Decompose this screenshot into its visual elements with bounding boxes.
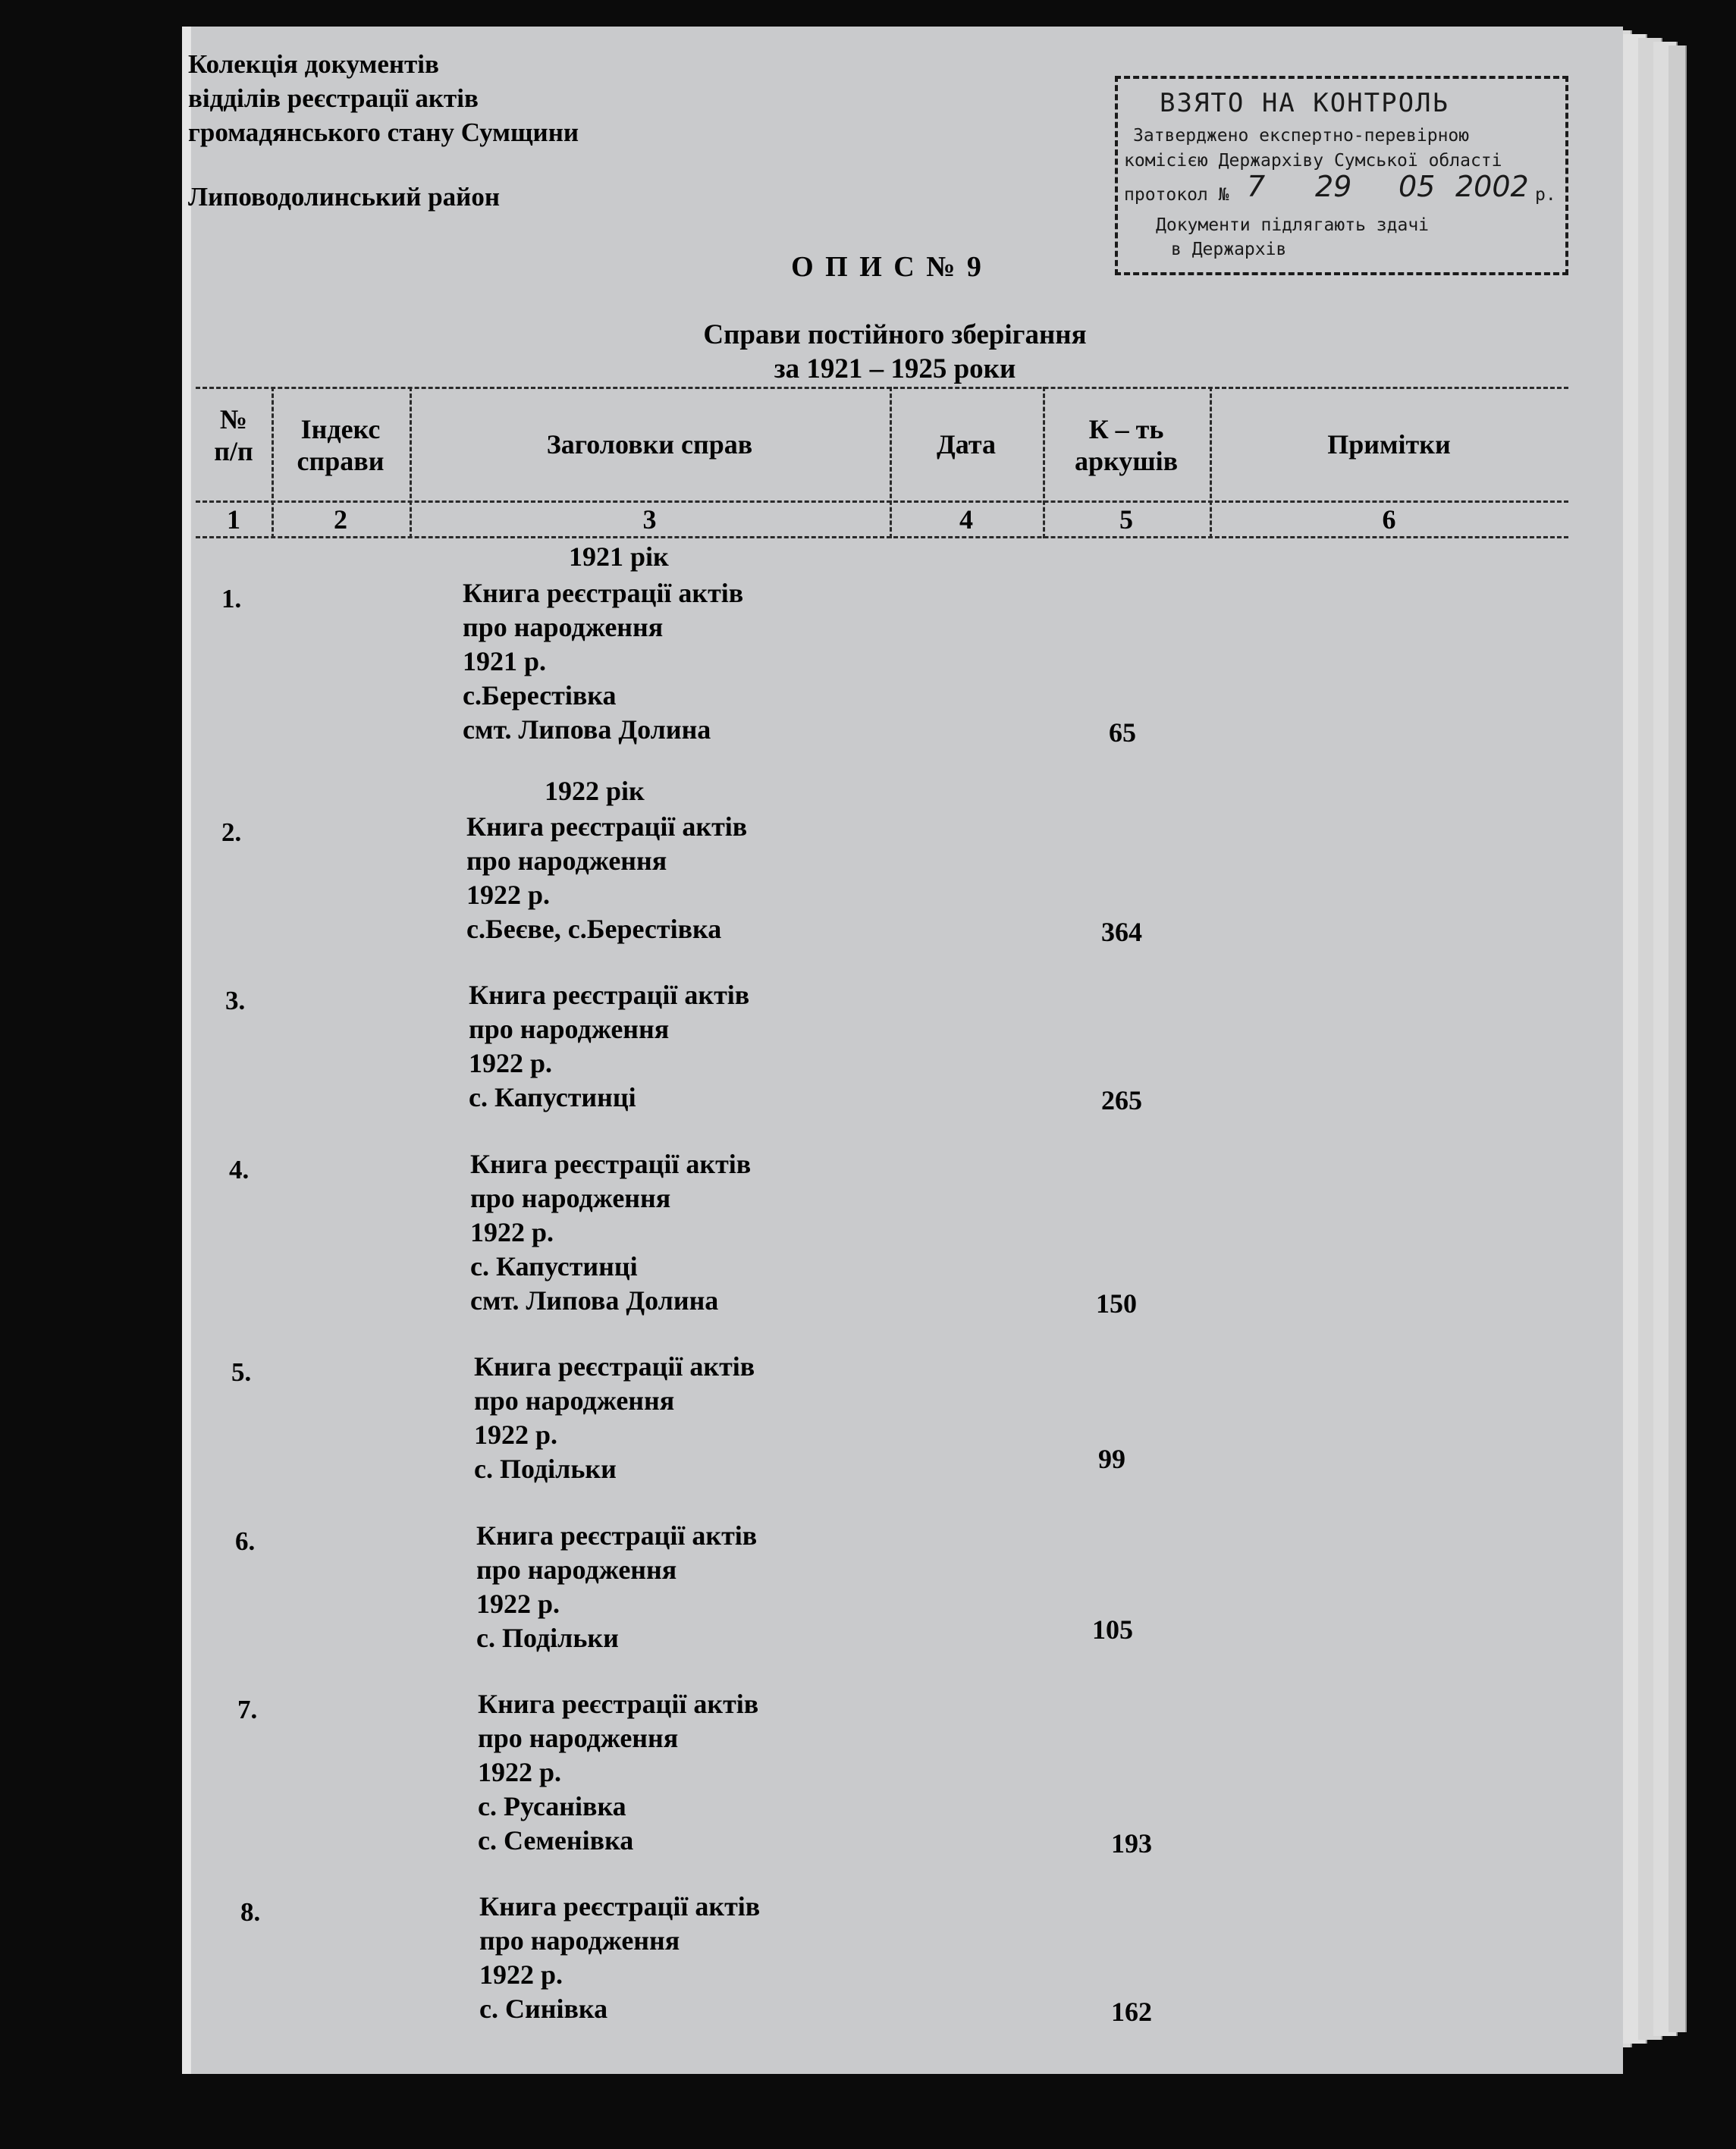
col-date-label: Дата	[937, 429, 996, 460]
stamp-title: ВЗЯТО НА КОНТРОЛЬ	[1160, 88, 1449, 118]
header-bottom-rule	[196, 536, 1568, 538]
entry-title-line: про народження	[463, 612, 664, 642]
entry-title	[479, 1890, 760, 2026]
entry-title	[466, 810, 747, 946]
entry-number: 7.	[237, 1695, 258, 1724]
col-number-label-1: №	[219, 404, 248, 435]
entry-sheet-count: 65	[1109, 717, 1136, 748]
entry-title	[469, 978, 749, 1115]
col-sheets-label-2: аркушів	[1074, 446, 1179, 476]
inventory-table-header	[196, 387, 1568, 538]
stamp-protocol-year: 2002	[1455, 170, 1529, 203]
year-heading-1922: 1922 рік	[545, 776, 645, 806]
col-index-label-2: справи	[297, 446, 385, 476]
entry-number: 4.	[229, 1155, 250, 1184]
inventory-subtitle-1: Справи постійного зберігання	[703, 319, 1087, 350]
col-sheets-label-1: К – ть	[1088, 414, 1164, 444]
col-number-label-2: п/п	[214, 436, 253, 466]
entry-title-line: про народження	[476, 1554, 677, 1585]
col-num-4: 4	[959, 504, 973, 535]
entry-title-line: с. Русанівка	[478, 1791, 626, 1821]
stamp-protocol-day: 29	[1315, 170, 1352, 203]
entry-title-line: с. Капустинці	[469, 1082, 636, 1112]
entry-title-line: Книга реєстрації актів	[463, 578, 744, 608]
stamp-line-3: комісією Держархіву Сумської області	[1124, 151, 1502, 171]
col-header-sheets	[1043, 413, 1210, 477]
col-index-label-1: Індекс	[300, 414, 381, 444]
col-header-notes	[1210, 428, 1568, 460]
document-page	[182, 27, 1623, 2074]
col-header-number	[196, 403, 272, 467]
entry-title-line: 1922 р.	[478, 1757, 562, 1787]
inventory-subtitle-2: за 1921 – 1925 роки	[774, 353, 1016, 384]
entry-title-line: про народження	[478, 1723, 679, 1753]
entry-title-line: с. Капустинці	[470, 1251, 638, 1282]
entry-title-line: с. Подільки	[476, 1623, 619, 1653]
entry-title-line: Книга реєстрації актів	[469, 980, 750, 1010]
entry-title-line: с. Семенівка	[478, 1825, 634, 1856]
entry-title-line: 1922 р.	[474, 1420, 558, 1450]
entry-title-line: 1922 р.	[479, 1959, 563, 1990]
entry-title-line: с. Синівка	[479, 1994, 608, 2024]
entry-title-line: Книга реєстрації актів	[466, 811, 748, 842]
entry-title-line: Книга реєстрації актів	[476, 1520, 758, 1551]
entry-number: 3.	[225, 986, 246, 1015]
entry-number: 5.	[231, 1357, 252, 1387]
header-top-rule	[196, 387, 1568, 389]
entry-title-line: 1922 р.	[469, 1048, 553, 1078]
entry-title-line: Книга реєстрації актів	[470, 1149, 752, 1179]
entry-title-line: Книга реєстрації актів	[479, 1891, 761, 1922]
entry-sheet-count: 99	[1098, 1444, 1125, 1474]
entry-title-line: 1922 р.	[466, 880, 551, 910]
entry-title-line: 1922 р.	[476, 1589, 560, 1619]
entry-title	[476, 1519, 757, 1655]
entry-sheet-count: 193	[1111, 1828, 1152, 1859]
col-header-titles	[410, 428, 890, 460]
entry-title-line: с.Берестівка	[463, 680, 617, 711]
entry-title-line: с. Подільки	[474, 1454, 617, 1484]
entry-title-line: 1922 р.	[470, 1217, 554, 1247]
col-header-index	[272, 413, 410, 477]
stamp-line-2: Затверджено експертно-перевірною	[1133, 126, 1470, 146]
entry-title-line: про народження	[470, 1183, 671, 1213]
entry-title-line: смт. Липова Долина	[470, 1285, 719, 1316]
entry-title-line: про народження	[474, 1385, 675, 1416]
entry-title	[478, 1687, 758, 1858]
stamp-line-5: Документи підлягають здачі	[1156, 215, 1430, 235]
col-num-6: 6	[1382, 504, 1396, 535]
entry-sheet-count: 265	[1101, 1085, 1142, 1115]
col-num-5: 5	[1119, 504, 1133, 535]
entry-number: 2.	[221, 817, 242, 847]
col-header-date	[890, 428, 1043, 460]
entry-title-line: 1921 р.	[463, 646, 547, 676]
entry-title-line: с.Беєве, с.Берестівка	[466, 914, 722, 944]
approval-stamp	[1115, 76, 1568, 275]
col-num-1: 1	[227, 504, 240, 535]
year-heading-1921: 1921 рік	[569, 541, 669, 572]
header-middle-rule	[196, 500, 1568, 503]
stamp-protocol-label: протокол №	[1124, 185, 1229, 205]
col-num-2: 2	[334, 504, 347, 535]
col-titles-label: Заголовки справ	[546, 429, 753, 460]
inventory-title: О П И С № 9	[791, 251, 984, 283]
entry-title-line: про народження	[479, 1925, 680, 1956]
entry-sheet-count: 150	[1096, 1288, 1137, 1319]
col-num-3: 3	[642, 504, 657, 535]
stamp-protocol-number: 7	[1247, 170, 1266, 203]
entry-title-line: про народження	[469, 1014, 670, 1044]
page-fold	[182, 27, 191, 2074]
entry-title	[463, 576, 743, 747]
collection-line-3: громадянського стану Сумщини	[188, 118, 579, 147]
entry-title	[470, 1147, 751, 1318]
stamp-protocol-month: 05	[1399, 170, 1436, 203]
col-notes-label: Примітки	[1327, 429, 1451, 460]
stamp-protocol-suffix: р.	[1535, 185, 1556, 205]
collection-line-2: відділів реєстрації актів	[188, 83, 479, 113]
entry-sheet-count: 105	[1092, 1614, 1133, 1645]
entry-sheet-count: 364	[1101, 917, 1142, 947]
district-name: Липоводолинський район	[188, 182, 500, 212]
entry-title-line: смт. Липова Долина	[463, 714, 711, 745]
page-edge-5	[1669, 45, 1687, 2032]
collection-line-1: Колекція документів	[188, 49, 439, 79]
entry-title-line: Книга реєстрації актів	[474, 1351, 755, 1382]
entry-sheet-count: 162	[1111, 1997, 1152, 2027]
entry-title-line: Книга реєстрації актів	[478, 1689, 759, 1719]
entry-title	[474, 1350, 755, 1486]
entry-number: 8.	[240, 1897, 261, 1927]
entry-title-line: про народження	[466, 845, 667, 876]
stamp-line-6: в Держархів	[1171, 240, 1287, 259]
entry-number: 6.	[235, 1526, 256, 1556]
entry-number: 1.	[221, 584, 242, 613]
